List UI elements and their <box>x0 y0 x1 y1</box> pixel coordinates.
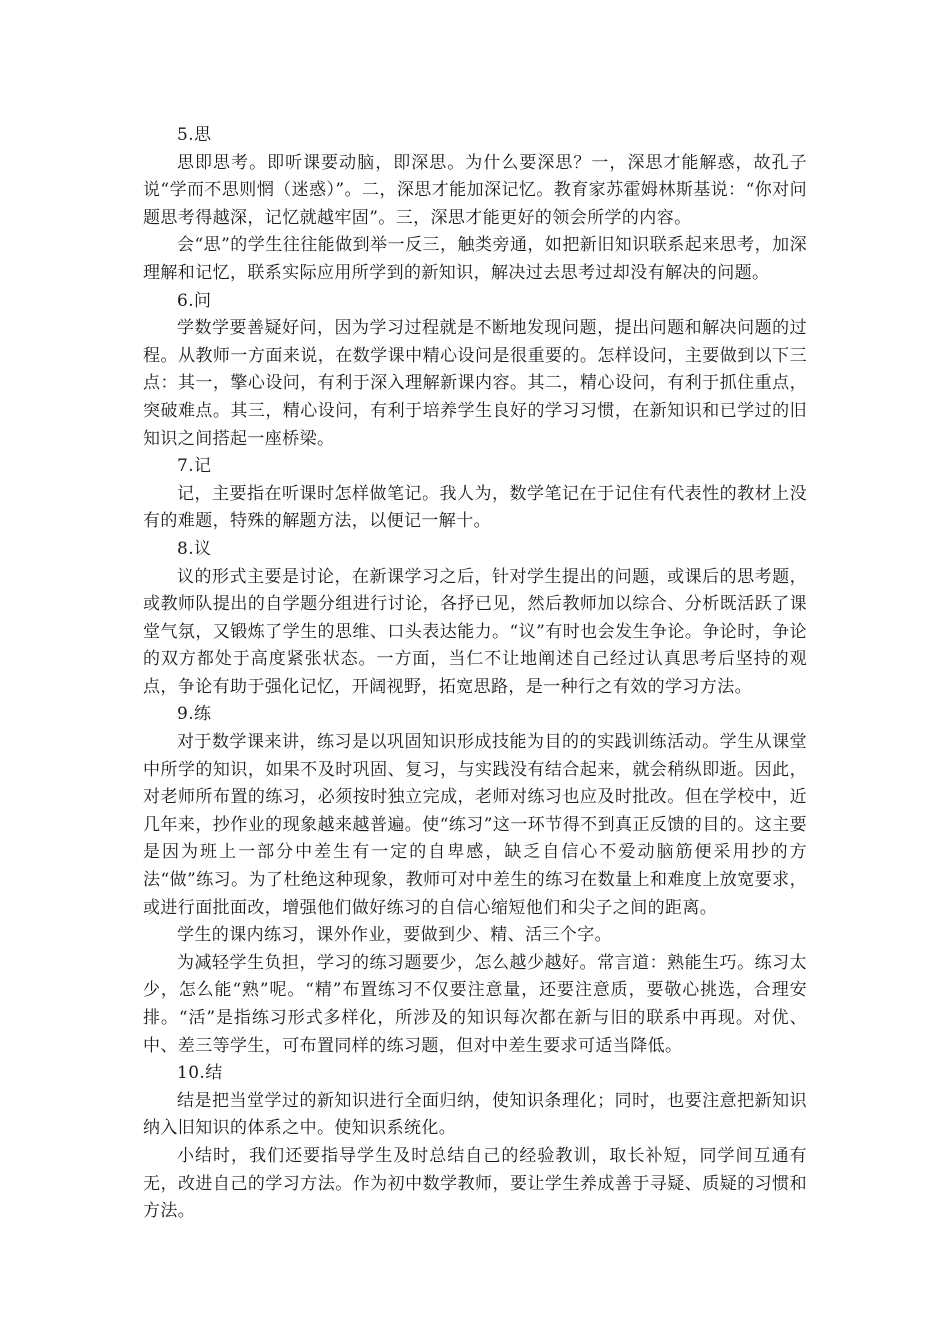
paragraph: 思即思考。即听课要动脑，即深思。为什么要深思？一，深思才能解惑，故孔子说“学而不思则惘（迷惑）”。二，深思才能加深记忆。教育家苏霍姆林斯基说：“你对问题思考得越深，记忆就越牢固”。三，深思才能更好的领会所学的内容。 <box>143 152 807 228</box>
paragraph: 学生的课内练习，课外作业，要做到少、精、活三个字。 <box>177 925 612 946</box>
section-heading-5: 5.思 <box>177 125 212 145</box>
section-heading-9: 9.练 <box>177 704 212 725</box>
paragraph: 会“思”的学生往往能做到举一反三，触类旁通，如把新旧知识联系起来思考，加深理解和记忆，联系实际应用所学到的新知识，解决过去思考过却没有解决的问题。 <box>143 235 807 283</box>
section-heading-10: 10.结 <box>177 1063 223 1084</box>
paragraph: 为减轻学生负担，学习的练习题要少，怎么越少越好。常言道：熟能生巧。练习太少，怎么能“熟”呢。“精”布置练习不仅要注意量，还要注意质，要敬心挑选，合理安排。“活”是指练习形式多样化，所涉及的知识每次都在新与旧的联系中再现。对优、中、差三等学生，可布置同样的练习题，但对中差生要求可适当降低。 <box>143 952 807 1056</box>
paragraph: 议的形式主要是讨论，在新课学习之后，针对学生提出的问题，或课后的思考题，或教师队提出的自学题分组进行讨论，各抒已见，然后教师加以综合、分析既活跃了课堂气氛，又锻炼了学生的思维、口头表达能力。“议”有时也会发生争论。争论时，争论的双方都处于高度紧张状态。一方面，当仁不让地阐述自己经过认真思考后坚持的观点，争论有助于强化记忆，开阔视野，拓宽思路，是一种行之有效的学习方法。 <box>143 566 807 697</box>
section-heading-8: 8.议 <box>177 538 212 559</box>
paragraph: 结是把当堂学过的新知识进行全面归纳，使知识条理化；同时，也要注意把新知识纳入旧知识的体系之中。使知识系统化。 <box>143 1090 807 1139</box>
paragraph: 对于数学课来讲，练习是以巩固知识形成技能为目的的实践训练活动。学生从课堂中所学的知识，如果不及时巩固、复习，与实践没有结合起来，就会稍纵即逝。因此，对老师所布置的练习，必须按时独立完成，老师对练习也应及时批改。但在学校中，近几年来，抄作业的现象越来越普遍。使“练习”这一环节得不到真正反馈的目的。这主要是因为班上一部分中差生有一定的自卑感，缺乏自信心不爱动脑筋便采用抄的方法“做”练习。为了杜绝这种现象，教师可对中差生的练习在数量上和难度上放宽要求，或进行面批面改，增强他们做好练习的自信心缩短他们和尖子之间的距离。 <box>143 732 807 918</box>
paragraph: 记，主要指在听课时怎样做笔记。我人为，数学笔记在于记住有代表性的教材上没有的难题，特殊的解题方法，以便记一解十。 <box>143 483 807 532</box>
section-heading-6: 6.问 <box>177 290 212 311</box>
section-heading-7: 7.记 <box>177 456 212 477</box>
paragraph: 学数学要善疑好问，因为学习过程就是不断地发现问题，提出问题和解决问题的过程。从教师一方面来说，在数学课中精心设问是很重要的。怎样设问，主要做到以下三点：其一，擎心设问，有利于深入理解新课内容。其二，精心设问，有利于抓住重点，突破难点。其三，精心设问，有利于培养学生良好的学习习惯，在新知识和已学过的旧知识之间搭起一座桥梁。 <box>143 318 807 449</box>
paragraph: 小结时，我们还要指导学生及时总结自己的经验教训，取长补短，同学间互通有无，改进自己的学习方法。作为初中数学教师，要让学生养成善于寻疑、质疑的习惯和方法。 <box>143 1145 807 1222</box>
document-page <box>143 122 807 1226</box>
